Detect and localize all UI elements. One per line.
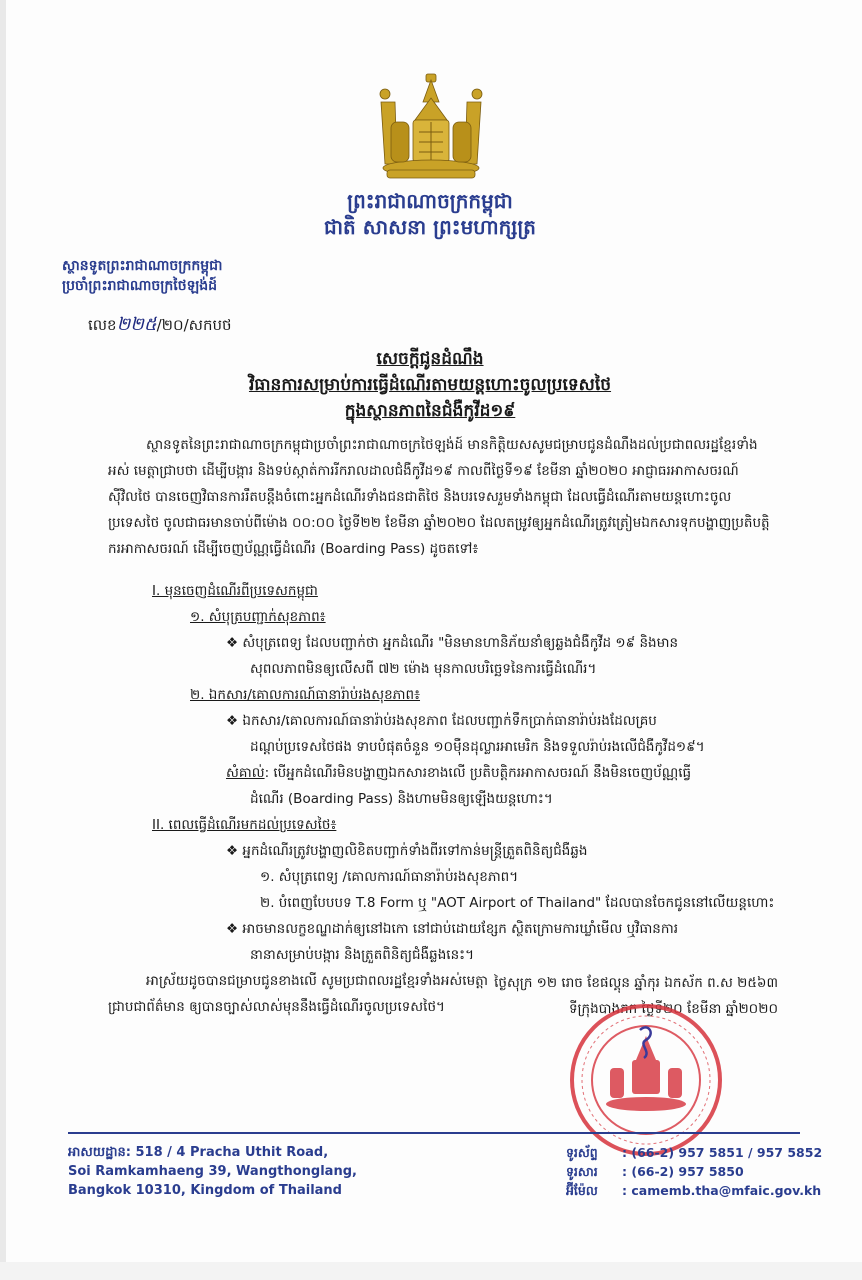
- page-bottom-shadow: [0, 1262, 862, 1280]
- section-2-bullet-1: ❖ អ្នកដំណើរត្រូវបង្ហាញលិខិតបញ្ជាក់ទាំងពីរទៅកាន់មន្ត្រីត្រួតពិនិត្យជំងឺឆ្លង ១. សំបុត្រពេទ្យ /គោលការណ៍ធានារ៉ាប់រងសុខភាព។ ២. បំពេញបែបបទ T.8 Form ឬ "AOT Airport of Thailand" ដែលបានចែកជូននៅលើយន្តហោះ: [226, 838, 774, 916]
- solar-date: ទីក្រុងបាងកក ថ្ងៃទី២០ ខែមីនា ឆ្នាំ២០២០: [568, 1001, 778, 1017]
- ref-suffix: /២០/សកបថ: [156, 316, 232, 334]
- section-1-item-2-bullet: ❖ ឯកសារ/គោលការណ៍ធានារ៉ាប់រងសុខភាព ដែលបញ្ជាក់ទឹកប្រាក់ធានារ៉ាប់រងដែលគ្រប ដណ្តប់ប្រទេសថៃផង ទាបបំផុតចំនួន ១០ម៉ឺនដុល្លារអាមេរិក និងទទួលរ៉ាប់រងលើជំងឺកូវីដ១៩។: [226, 713, 705, 755]
- kingdom-motto: [280, 188, 580, 240]
- section-2-bullet-2: ❖ អាចមានលក្ខខណ្ឌដាក់ឲ្យនៅឯកោ នៅជាប់ដោយខ្សែក ស្ថិតក្រោមការឃ្លាំមើល ឬវិធានការ នានាសម្រាប់បង្ការ និងត្រួតពិនិត្យជំងឺឆ្លងនេះ។: [226, 921, 679, 963]
- ref-number: ២២៥: [116, 314, 157, 335]
- fax-row: ទូរសារ : (66-2) 957 5850: [566, 1164, 744, 1179]
- national-motto: ជាតិ សាសនា ព្រះមហាក្សត្រ: [324, 215, 536, 239]
- title-line-1: សេចក្តីជូនដំណឹង: [376, 349, 484, 369]
- footer-address: អាសយដ្ឋាន: 518 / 4 Pracha Uthit Road, Soi Ramkamhaeng 39, Wangthonglang, Bangkok 10310, Kingdom of Thailand: [68, 1145, 357, 1198]
- official-seal-icon: [566, 1000, 726, 1160]
- section-1-item-1-heading: ១. សំបុត្របញ្ជាក់សុខភាព៖: [190, 609, 326, 625]
- section-2-sub-1: ១. សំបុត្រពេទ្យ /គោលការណ៍ធានារ៉ាប់រងសុខភាព។: [260, 869, 519, 885]
- footer-contact: [566, 1143, 822, 1200]
- closing-paragraph: អាស្រ័យដូចបានជម្រាបជូនខាងលើ សូមប្រជាពលរដ្ឋខ្មែរទាំងអស់មេត្តាជ្រាបជាព័ត៌មាន ឲ្យបានច្បាស់លាស់មុននឹងធ្វើដំណើរចូលប្រទេសថៃ។: [108, 973, 488, 1015]
- diamond-bullet-icon: ❖: [226, 635, 243, 651]
- note-label: សំគាល់: [226, 765, 265, 781]
- section-2-sub-2: ២. បំពេញបែបបទ T.8 Form ឬ "AOT Airport of Thailand" ដែលបានចែកជូននៅលើយន្តហោះ: [260, 895, 775, 911]
- kingdom-name: ព្រះរាជាណាចក្រកម្ពុជា: [347, 189, 513, 213]
- embassy-line-1: ស្ថានទូតព្រះរាជាណាចក្រកម្ពុជា: [62, 258, 223, 274]
- document-title: [150, 346, 710, 424]
- address-label: អាសយដ្ឋាន:: [68, 1145, 131, 1160]
- intro-text: ស្ថានទូតនៃព្រះរាជាណាចក្រកម្ពុជាប្រចាំព្រះរាជាណាចក្រថៃឡង់ដ៍ មានកិត្តិយសសូមជម្រាបជូនដំណឹងដល់ប្រជាពលរដ្ឋខ្មែរទាំងអស់ មេត្តាជ្រាបថា ដើម្បីបង្ការ និងទប់ស្កាត់ការរីករាលដាលជំងឺកូវីដ១៩ កាលពីថ្ងៃទី១៩ ខែមីនា ឆ្នាំ២០២០ អាជ្ញាធរអាកាសចរណ៍ស៊ីវិលថៃ បានចេញវិធានការរឹតបន្តឹងចំពោះអ្នកដំណើរទាំងជនជាតិថៃ និងបរទេសរួមទាំងកម្ពុជា ដែលធ្វើដំណើរតាមយន្តហោះចូលប្រទេសថៃ ចូលជាធរមានចាប់ពីម៉ោង ០០:០០ ថ្ងៃទី២២ ខែមីនា ឆ្នាំ២០២០ ដែលតម្រូវឲ្យអ្នកដំណើរត្រូវត្រៀមឯកសារទុកបង្ហាញប្រតិបត្តិករអាកាសចរណ៍ ដើម្បីចេញប័ណ្ណធ្វើដំណើរ (Boarding Pass) ដូចតទៅ៖: [108, 437, 770, 557]
- title-line-3: ក្នុងស្ថានភាពនៃជំងឺកូវីដ១៩: [344, 401, 516, 421]
- embassy-line-2: ប្រចាំព្រះរាជាណាចក្រថៃឡង់ដ៍: [62, 278, 218, 294]
- section-1-heading: I. មុនចេញដំណើរពីប្រទេសកម្ពុជា: [152, 583, 318, 599]
- section-1-item-1-bullet: ❖ សំបុត្រពេទ្យ ដែលបញ្ជាក់ថា អ្នកដំណើរ "មិនមានហានិភ័យនាំឲ្យឆ្លងជំងឺកូវីដ ១៩ និងមាន សុពលភាពមិនឲ្យលើសពី ៧២ ម៉ោង មុនកាលបរិច្ឆេទនៃការធ្វើដំណើរ។: [226, 635, 679, 677]
- section-1-note: សំគាល់: បើអ្នកដំណើរមិនបង្ហាញឯកសារខាងលើ ប្រតិបត្តិករអាកាសចរណ៍ នឹងមិនចេញប័ណ្ណធ្វើ ដំណើរ (Boarding Pass) និងហាមមិនឲ្យឡើងយន្តហោះ។: [226, 765, 692, 807]
- footer-divider: [68, 1132, 800, 1134]
- diamond-bullet-icon: ❖: [226, 713, 243, 729]
- diamond-bullet-icon: ❖: [226, 843, 243, 859]
- diamond-bullet-icon: ❖: [226, 921, 243, 937]
- section-1-item-2-heading: ២. ឯកសារ/គោលការណ៍ធានារ៉ាប់រងសុខភាព៖: [190, 687, 421, 703]
- title-line-2: វិធានការសម្រាប់ការធ្វើដំណើរតាមយន្តហោះចូលប្រទេសថៃ: [248, 375, 612, 395]
- page-edge-shadow: [0, 0, 6, 1280]
- intro-paragraph: [108, 432, 770, 562]
- royal-emblem-icon: [373, 72, 489, 182]
- ref-prefix: លេខ: [88, 316, 117, 334]
- embassy-name: [62, 256, 222, 296]
- section-2-heading: II. ពេលធ្វើដំណើរមកដល់ប្រទេសថៃ៖: [152, 817, 337, 833]
- phone-row: ទូរស័ព្ទ : (66-2) 957 5851 / 957 5852: [566, 1145, 823, 1160]
- email-row: អ៊ីម៉ែល : camemb.tha@mfaic.gov.kh: [566, 1183, 822, 1198]
- reference-number: [88, 312, 232, 339]
- lunar-date: ថ្ងៃសុក្រ ១២ រោច ខែផល្គុន ឆ្នាំកុរ ឯកស័ក ព.ស ២៥៦៣: [494, 975, 778, 991]
